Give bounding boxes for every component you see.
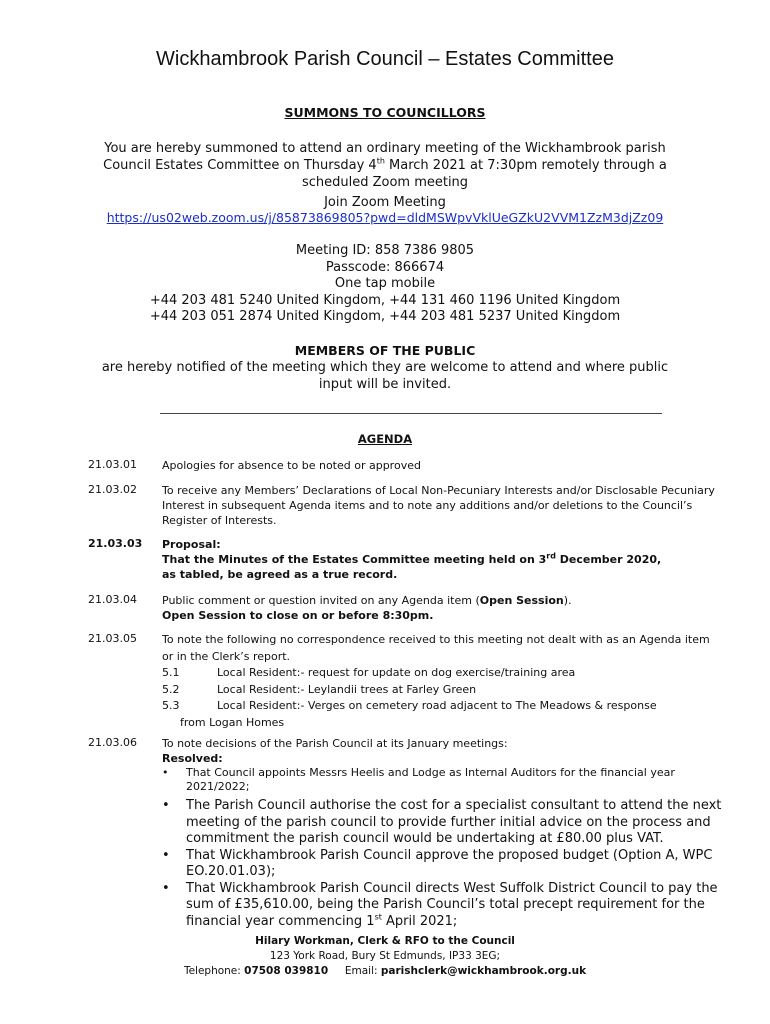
intro-text-1: You are hereby summoned to attend an ordinary meeting of the Wickhambrook parish Council Estates Committee on Thursday 4 [103, 141, 666, 173]
resolution-text: The Parish Council authorise the cost for a specialist consultant to attend the next meeting of the parish council to provide further initial advice on the process and commitment the parish council would be undertaking at £80.00 plus VAT. [186, 798, 722, 846]
resolution-text: That Council appoints Messrs Heelis and Lodge as Internal Auditors for the financial year 2021/2022; [186, 766, 675, 793]
divider-line [160, 413, 662, 414]
email-label: Email: [344, 965, 381, 977]
resolution-text: That Wickhambrook Parish Council approve the proposed budget (Option A, WPC EO.20.01.03); [186, 847, 713, 879]
open-session-bold: Open Session [479, 594, 564, 607]
subitem-number: 5.3 [162, 699, 180, 712]
subitem-continuation: from Logan Homes [180, 715, 285, 729]
join-zoom-label: Join Zoom Meeting [324, 195, 446, 210]
meeting-details [80, 243, 690, 326]
bullet-icon: • [162, 798, 170, 813]
agenda-item-number: 21.03.05 [88, 632, 137, 645]
resolution-item [162, 881, 722, 931]
agenda-item-minutes-proposal [162, 537, 662, 582]
document-title: Wickhambrook Parish Council – Estates Committee [156, 48, 614, 70]
subitem-number: 5.2 [162, 682, 180, 696]
resolved-label: Resolved: [162, 752, 223, 765]
footer-address: 123 York Road, Bury St Edmunds, IP33 3EG; [269, 950, 501, 962]
resolution-item [162, 848, 722, 881]
agenda-item-number: 21.03.02 [88, 483, 137, 496]
phone-numbers-line-1: +44 203 481 5240 United Kingdom, +44 131 460 1196 United Kingdom [149, 292, 621, 308]
summons-intro [80, 140, 690, 191]
proposal-text-1: That the Minutes of the Estates Committee meeting held on 3 [162, 553, 547, 566]
footer-contact [0, 964, 770, 979]
resolutions-list [162, 766, 722, 930]
telephone-number: 07508 039810 [244, 965, 329, 977]
resolution-text-tail: April 2021; [381, 913, 458, 929]
resolution-superscript: st [374, 912, 382, 922]
proposal-text [162, 552, 662, 582]
footer-clerk-name: Hilary Workman, Clerk & RFO to the Council [255, 935, 515, 947]
meeting-passcode: Passcode: 866674 [325, 259, 445, 275]
agenda-item-correspondence [162, 632, 722, 731]
open-session-close: Open Session to close on or before 8:30pm. [162, 609, 434, 622]
one-tap-mobile-label: One tap mobile [334, 276, 436, 291]
agenda-item-number: 21.03.04 [88, 593, 137, 606]
decisions-text: To note decisions of the Parish Council at its January meetings: [162, 737, 508, 750]
agenda-item-number: 21.03.03 [88, 537, 143, 550]
agenda-item-number: 21.03.06 [88, 736, 137, 749]
agenda-heading: AGENDA [357, 432, 413, 446]
intro-superscript: th [376, 156, 385, 166]
email-address[interactable]: parishclerk@wickhambrook.org.uk [380, 965, 587, 977]
subitem-text: Local Resident:- request for update on dog exercise/training area [217, 666, 576, 679]
correspondence-subitem [162, 665, 722, 682]
phone-numbers-line-2: +44 203 051 2874 United Kingdom, +44 203 481 5237 United Kingdom [149, 309, 621, 324]
agenda-item-apologies: Apologies for absence to be noted or approved [162, 459, 421, 472]
bullet-icon: • [162, 766, 169, 779]
members-of-public-heading: MEMBERS OF THE PUBLIC [294, 343, 476, 358]
resolution-item [162, 798, 722, 848]
summons-heading: SUMMONS TO COUNCILLORS [284, 105, 486, 120]
subitem-text: Local Resident:- Leylandii trees at Farley Green [217, 682, 477, 696]
public-comment-text-2: ). [563, 594, 572, 607]
resolution-item [162, 766, 722, 794]
subitem-number: 5.1 [162, 666, 180, 679]
public-comment-text-1: Public comment or question invited on any Agenda item ( [162, 594, 480, 607]
bullet-icon: • [162, 880, 170, 896]
correspondence-subitem [162, 682, 722, 699]
agenda-item-public-comment [162, 593, 722, 623]
correspondence-subitem [162, 698, 722, 715]
zoom-meeting-link[interactable]: https://us02web.zoom.us/j/85873869805?pwd=dldMSWpvVklUeGZkU2VVM1ZzM3djZz09 [106, 210, 664, 225]
proposal-label: Proposal: [162, 538, 221, 551]
subitem-text: Local Resident:- Verges on cemetery road adjacent to The Meadows & response [217, 699, 657, 712]
agenda-item-number: 21.03.01 [88, 458, 137, 471]
members-of-public-text: are hereby notified of the meeting which they are welcome to attend and where public input will be invited. [101, 360, 669, 392]
bullet-icon: • [162, 847, 170, 863]
agenda-item-declarations: To receive any Members’ Declarations of Local Non-Pecuniary Interests and/or Disclosable Pecuniary Interest in subsequent Agenda items and to note any additions and/or deletions to the Council’s Register of Interests. [162, 484, 715, 527]
intro-text-2: March 2021 at 7:30pm remotely through a scheduled Zoom meeting [301, 158, 667, 190]
agenda-item-council-decisions [162, 736, 722, 930]
correspondence-text: To note the following no correspondence received to this meeting not dealt with as an Agenda item or in the Clerk’s report. [162, 633, 710, 663]
telephone-label: Telephone: [183, 965, 245, 977]
public-comment-line-1 [162, 593, 722, 608]
proposal-text-2: December 2020, as tabled, be agreed as a true record. [162, 553, 662, 581]
resolution-text: That Wickhambrook Parish Council directs West Suffolk District Council to pay the sum of £35,610.00, being the Parish Council’s total precept requirement for the financial year commencing 1 [186, 880, 718, 929]
proposal-superscript: rd [546, 551, 556, 561]
meeting-id: Meeting ID: 858 7386 9805 [295, 243, 475, 258]
